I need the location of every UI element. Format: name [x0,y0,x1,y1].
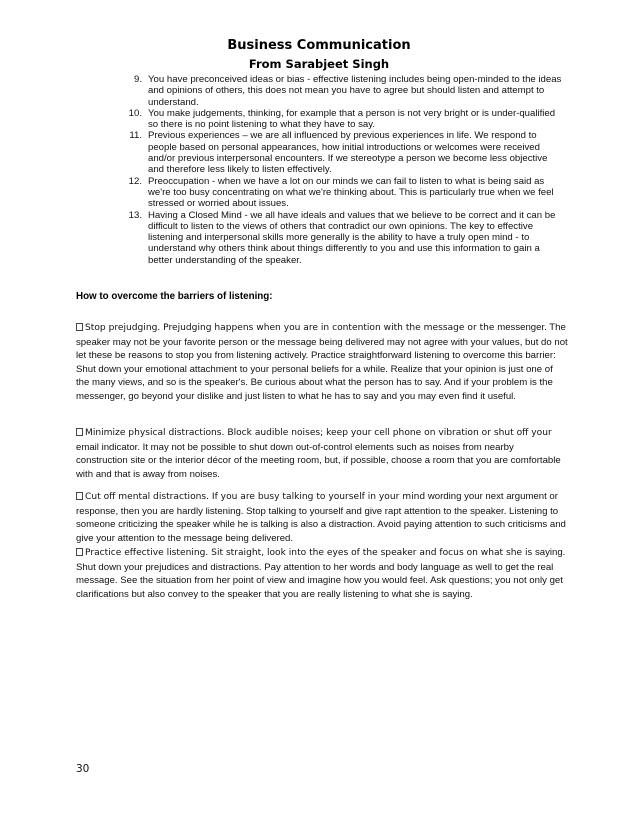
list-item [133,74,564,108]
list-item-text: Having a Closed Mind - we all have ideals and values that we believe to be correct and it can be difficult to listen to the views of others that contradict our own opinions. The key to effective listening and interpersonal skills more generally is the ability to have a truly open mind - to understand why others think about things differently to you and use this information to gain a better understanding of the speaker. [148,209,556,266]
list-item-number: 13. [128,209,142,221]
list-item [129,130,564,176]
list-item [128,209,564,266]
list-item [128,175,564,210]
tip-body: wording your next argument or response, then you are hardly listening. Stop talking to yourself and give rapt attention to the speaker. Listening to someone criticizing the speaker while he is talking is also a distraction. Avoid paying attention to such criticisms and give your attention to the message being delivered. [76,491,566,544]
tip-lead: Stop prejudging. Prejudging happens when you are in contention with the message or the [85,323,495,333]
tip-body: email indicator. It may not be possible to shut down out-of-control elements such as noises from nearby construction site or the interior décor of the meeting room, but, if possible, choose a room that you are comfortable with and that is away from noises. [76,441,561,480]
list-item-text: You have preconceived ideas or bias - effective listening includes being open-minded to the ideas and opinions of others, this does not mean you have to agree but should listen and attempt to understand. [148,74,562,108]
list-item-number: 12. [128,175,142,187]
tip-paragraph-mental-distractions [76,490,568,545]
checkbox-glyph-icon [76,428,83,436]
list-item-number: 9. [133,74,142,85]
list-item-number: 10. [128,107,142,119]
list-item-text: You make judgements, thinking, for example that a person is not very bright or is under-qualified so there is no point listening to what they have to say. [148,107,556,131]
list-item-text: Preoccupation - when we have a lot on our minds we can fail to listen to what is being said as we're too busy concentrating on what we're thinking about. This is particularly true when we feel stressed or worried about issues. [148,175,554,210]
tip-paragraph-physical-distractions [76,426,568,481]
list-item-number: 11. [129,130,142,142]
list-item [128,107,564,131]
tip-paragraph-effective-listening [76,546,568,601]
checkbox-glyph-icon [76,323,83,331]
tip-lead: Practice effective listening. Sit straight, look into the eyes of the speaker and focus on what she is [85,548,533,558]
document-title: Business Communication [227,38,411,53]
section-heading: How to overcome the barriers of listening: [76,291,273,302]
page-number: 30 [76,763,90,775]
checkbox-glyph-icon [76,548,83,556]
list-item-text: Previous experiences – we are all influenced by previous experiences in life. We respond to people based on personal appearances, how initial introductions or welcomes were received and/or previous interpersonal encounters. If we stereotype a person we become less objective and therefore less likely to listen effectively. [148,130,548,176]
tip-body: saying. Shut down your prejudices and distractions. Pay attention to her words and body language as well to get the real message. See the situation from her point of view and imagine how you would feel. Ask questions; you not only get clarifications but also convey to the speaker that you are really listening to what she is saying. [76,547,566,600]
document-author: From Sarabjeet Singh [248,57,390,71]
tip-body: messenger. The speaker may not be your favorite person or the message being delivered may not agree with your values, but do not let these be reasons to stop you from listening actively. Practice straightforward listening to overcome this barrier: Shut down your emotional attachment to your personal beliefs for a while. Realize that your opinion is just one of the many views, and so is the speaker's. Be curious about what the person has to say. And if your problem is the messenger, go beyond your dislike and just listen to what he has to say and you may even find it useful. [76,322,568,402]
tip-lead: Cut off mental distractions. If you are busy talking to yourself in your mind [85,492,426,502]
listening-barriers-list [128,74,564,266]
tip-lead: Minimize physical distractions. Block audible noises; keep your cell phone on vibration or shut off your [85,428,552,438]
checkbox-glyph-icon [76,492,83,500]
tip-paragraph-stop-prejudging [76,321,568,404]
